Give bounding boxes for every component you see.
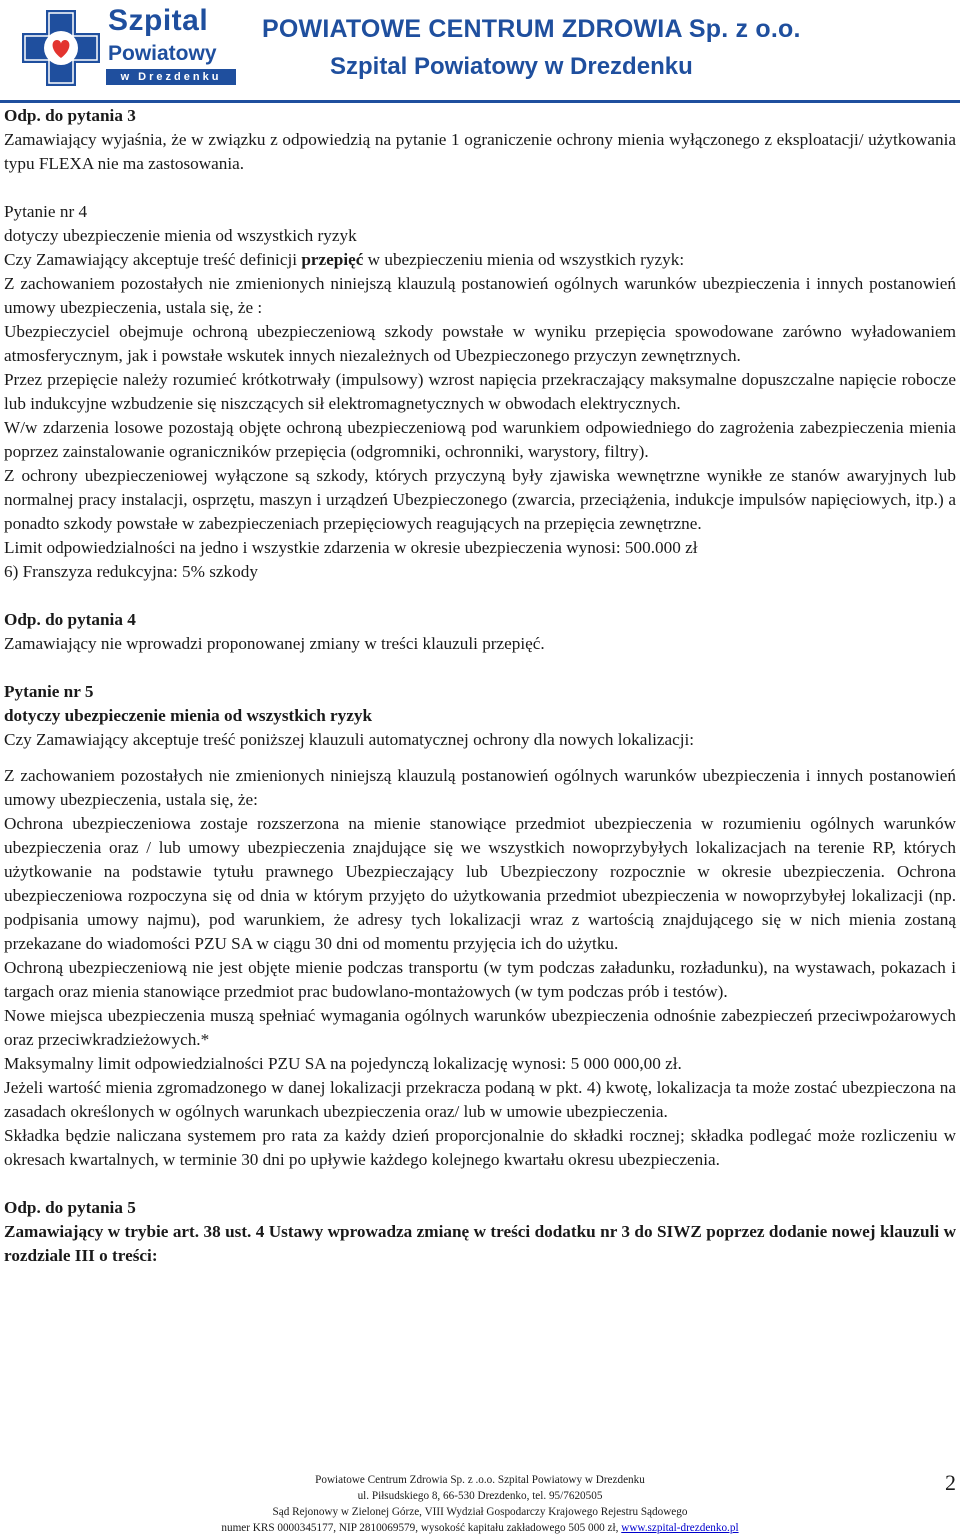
question-4-intro-term: przepięć (301, 250, 364, 269)
footer-registry-line (0, 1520, 960, 1536)
question-4-paragraph-7: 6) Franszyza redukcyjna: 5% szkody (4, 562, 258, 581)
footer-address-line: ul. Piłsudskiego 8, 66-530 Drezdenko, tel. 95/7620505 (357, 1490, 603, 1502)
question-4-paragraph-1: Z zachowaniem pozostałych nie zmienionych niniejszą klauzulą postanowień ogólnych warunków ubezpieczenia i innych postanowień umowy ubezpieczenia, ustala się, że : (4, 274, 956, 317)
page-footer (0, 1472, 960, 1539)
question-4-paragraph-3: Przez przepięcie należy rozumieć krótkotrwały (impulsowy) wzrost napięcia przekraczający maksymalne dopuszczalne napięcie robocze lub indukcyjne wzbudzenie się niszczących sił elektromagnetycznych w obwodach elektrycznych. (4, 370, 956, 413)
question-4-paragraph-2: Ubezpieczyciel obejmuje ochroną ubezpieczeniową szkody powstałe w wyniku przepięcia spowodowane zarówno wyładowaniem atmosferycznym, jak i powstałe wskutek innych niezależnych od Ubezpieczonego przyczyn zewnętrznych. (4, 322, 956, 365)
organization-title: POWIATOWE CENTRUM ZDROWIA Sp. z o.o. (262, 15, 801, 43)
medical-cross-heart-icon (22, 10, 100, 86)
question-5-intro: Czy Zamawiający akceptuje treść poniższej klauzuli automatycznej ochrony dla nowych lokalizacji: (4, 730, 695, 749)
question-4-paragraph-4: W/w zdarzenia losowe pozostają objęte ochroną ubezpieczeniową pod warunkiem odpowiedniego do zagrożenia zabezpieczenia mienia poprzez zainstalowanie ograniczników przepięcia (odgromniki, ochronniki, warystory, filtry). (4, 418, 956, 461)
question-5-subheading: dotyczy ubezpieczenie mienia od wszystkich ryzyk (4, 706, 373, 725)
organization-subtitle: Szpital Powiatowy w Drezdenku (330, 53, 693, 80)
answer-5-text: Zamawiający w trybie art. 38 ust. 4 Ustawy wprowadza zmianę w treści dodatku nr 3 do SIWZ poprzez dodanie nowej klauzuli w rozdziale III o treści: (4, 1222, 956, 1265)
logo-text-location: w Drezdenku (106, 69, 236, 85)
question-5-paragraph-7: Składka będzie naliczana systemem pro rata za każdy dzień proporcjonalnie do składki rocznej; składka podlegać może rozliczeniu w okresach kwartalnych, w terminie 30 dni po upływie każdego kolejnego kwartału okresu ubezpieczenia. (4, 1126, 956, 1169)
question-4-paragraph-6: Limit odpowiedzialności na jedno i wszystkie zdarzenia w okresie ubezpieczenia wynosi: 500.000 zł (4, 538, 698, 557)
answer-4-heading: Odp. do pytania 4 (4, 610, 136, 629)
question-4-subheading: dotyczy ubezpieczenie mienia od wszystkich ryzyk (4, 226, 357, 245)
question-5-paragraph-1: Z zachowaniem pozostałych nie zmienionych niniejszą klauzulą postanowień ogólnych warunków ubezpieczenia i innych postanowień umowy ubezpieczenia, ustala się, że: (4, 766, 956, 809)
document-body (4, 104, 956, 1268)
question-4-heading: Pytanie nr 4 (4, 202, 88, 221)
question-5-paragraph-4: Nowe miejsca ubezpieczenia muszą spełniać wymagania ogólnych warunków ubezpieczenia odnośnie zabezpieczeń przeciwpożarowych oraz przeciwkradzieżowych.* (4, 1006, 956, 1049)
question-5-paragraph-2: Ochrona ubezpieczeniowa zostaje rozszerzona na mienie stanowiące przedmiot ubezpieczenia w rozumieniu ogólnych warunków ubezpieczenia oraz / lub umowy ubezpieczenia znajdujące się we wszystkich nowoprzybyłych lokalizacjach na terenie RP, których użytkowanie na podstawie tytułu prawnego Ubezpieczający lub Ubezpieczony rozpocznie w okresie ubezpieczenia. Ochrona ubezpieczeniowa rozpoczyna się od dnia w którym przyjęto do użytkowania przedmiot ubezpieczenia w nowoprzybyłej lokalizacji (np. podpisania umowy najmu), pod warunkiem, że adresy tych lokalizacji wraz z wartością znajdującego się w nich mienia zostaną przekazane do wiadomości PZU SA w ciągu 30 dni od momentu przyjęcia ich do użytku. (4, 814, 956, 953)
header-divider (0, 100, 960, 103)
question-5-heading: Pytanie nr 5 (4, 682, 94, 701)
footer-website-link[interactable]: www.szpital-drezdenko.pl (621, 1522, 739, 1534)
question-5-paragraph-6: Jeżeli wartość mienia zgromadzonego w danej lokalizacji przekracza podaną w pkt. 4) kwotę, lokalizacja ta może zostać ubezpieczona na zasadach określonych w ogólnych warunkach ubezpieczenia oraz/ lub w umowie ubezpieczenia. (4, 1078, 956, 1121)
answer-4-text: Zamawiający nie wprowadzi proponowanej zmiany w treści klauzuli przepięć. (4, 634, 545, 653)
question-5-paragraph-3: Ochroną ubezpieczeniową nie jest objęte mienie podczas transportu (w tym podczas załadunku, rozładunku), na wystawach, pokazach i targach oraz mienia stanowiące przedmiot prac budowlano-montażowych (w tym podczas prób i testów). (4, 958, 956, 1001)
question-4-paragraph-5: Z ochrony ubezpieczeniowej wyłączone są szkody, których przyczyną były zjawiska wewnętrzne wynikłe ze stanów awaryjnych lub normalnej pracy instalacji, osprzętu, maszyn i urządzeń Ubezpieczonego (zwarcia, przeciążenia, indukcje impulsów napięciowych, itp.) a ponadto szkody powstałe w zabezpieczeniach przepięciowych reagujących na przepięcia zewnętrzne. (4, 466, 956, 533)
question-4-intro (4, 248, 956, 272)
logo-text-powiatowy: Powiatowy (108, 42, 217, 65)
answer-3-text: Zamawiający wyjaśnia, że w związku z odpowiedzią na pytanie 1 ograniczenie ochrony mienia wyłączonego z eksploatacji/ użytkowania typu FLEXA nie ma zastosowania. (4, 130, 956, 173)
hospital-logo (22, 4, 234, 86)
question-5-paragraph-5: Maksymalny limit odpowiedzialności PZU SA na pojedynczą lokalizację wynosi: 5 000 000,00 zł. (4, 1054, 682, 1073)
question-4-intro-end: w ubezpieczeniu mienia od wszystkich ryzyk: (363, 250, 685, 269)
logo-text-szpital: Szpital (108, 4, 209, 37)
page-number: 2 (945, 1470, 956, 1495)
footer-company-line: Powiatowe Centrum Zdrowia Sp. z .o.o. Szpital Powiatowy w Drezdenku (315, 1474, 645, 1486)
footer-court-line: Sąd Rejonowy w Zielonej Górze, VIII Wydział Gospodarczy Krajowego Rejestru Sądowego (272, 1506, 688, 1518)
answer-3-heading: Odp. do pytania 3 (4, 106, 136, 125)
question-4-intro-start: Czy Zamawiający akceptuje treść definicji (4, 250, 302, 269)
answer-5-heading: Odp. do pytania 5 (4, 1198, 136, 1217)
page-header (0, 0, 960, 100)
footer-registry-text: numer KRS 0000345177, NIP 2810069579, wysokość kapitału zakładowego 505 000 zł, (221, 1522, 622, 1534)
